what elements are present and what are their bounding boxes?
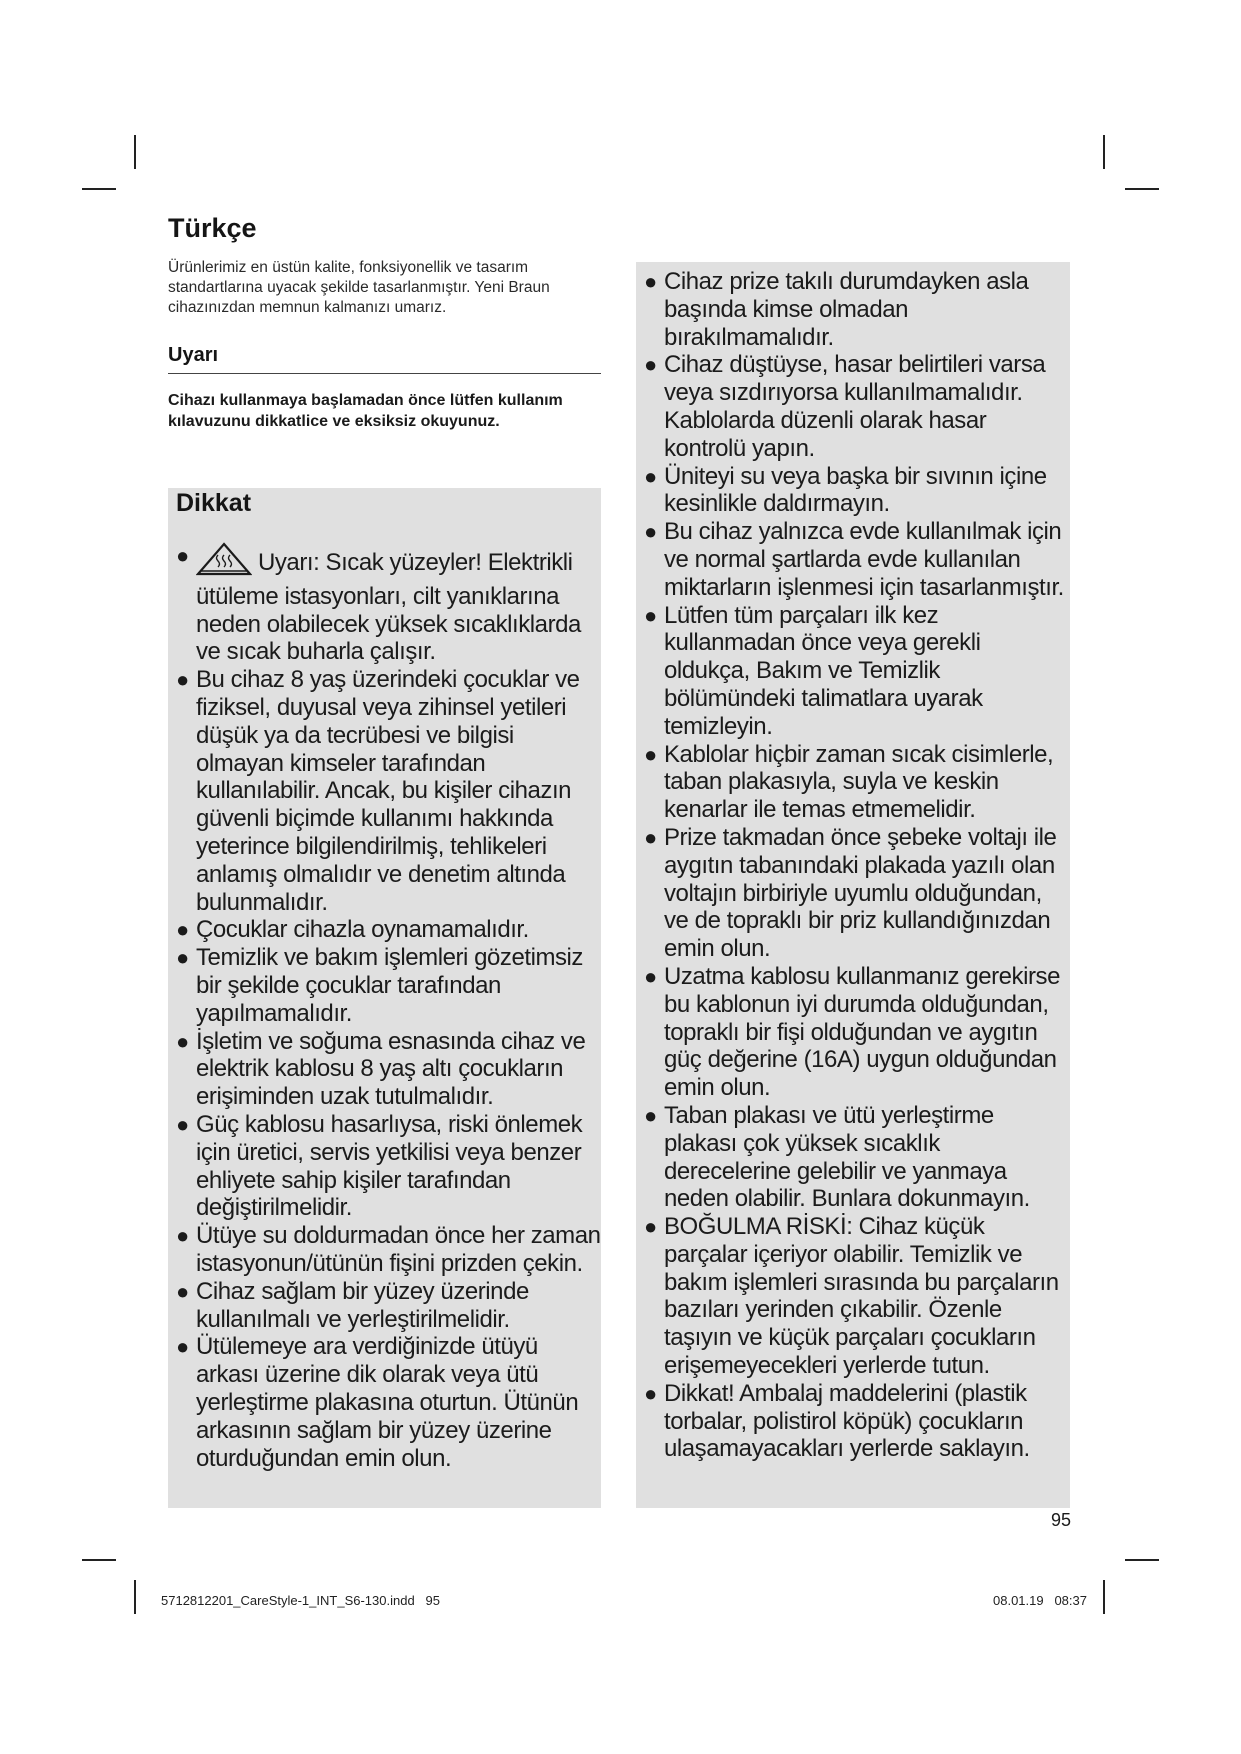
list-item: ● İşletim ve soğuma esnasında cihaz ve elektrik kablosu 8 yaş altı çocukların erişiminden uzak tutulmalıdır. xyxy=(176,1027,586,1111)
list-item: ● Lütfen tüm parçaları ilk kez kullanmadan önce veya gerekli oldukça, Bakım ve Temizlik bölümündeki talimatlara uyarak temizleyin. xyxy=(644,601,983,740)
crop-mark xyxy=(82,1559,116,1561)
list-item: ● Temizlik ve bakım işlemleri gözetimsiz bir şekilde çocuklar tarafından yapılmamalıdır. xyxy=(176,944,583,1027)
list-item: ● Ütülemeye ara verdiğinizde ütüyü arkası üzerine dik olarak veya ütü yerleştirme plakasına oturtun. Ütünün arkasının sağlam bir yüzey üzerine oturduğundan emin olun. xyxy=(176,1333,579,1472)
crop-mark xyxy=(1125,188,1159,190)
list-item: ● Çocuklar cihazla oynamamalıdır. xyxy=(176,916,529,944)
list-item: ● Taban plakası ve ütü yerleştirme plakası çok yüksek sıcaklık derecelerine gelebilir ve yanmaya neden olabilir. Bunlara dokunmayın. xyxy=(644,1101,1030,1213)
crop-mark xyxy=(134,135,136,169)
caution-box-right xyxy=(636,262,1070,1508)
crop-mark xyxy=(82,188,116,190)
section-title: Türkçe xyxy=(168,213,257,243)
caution-list-left xyxy=(168,542,601,1472)
crop-mark xyxy=(1125,1559,1159,1561)
list-item: ● Uyarı: Sıcak yüzeyler! Elektrikli ütüleme istasyonları, cilt yanıklarına neden olabilecek yüksek sıcaklıklarda ve sıcak buharla çalışır. xyxy=(176,543,581,666)
footer-timestamp: 08.01.19 08:37 xyxy=(993,1593,1087,1608)
footer-file: 5712812201_CareStyle-1_INT_S6-130.indd 95 xyxy=(161,1593,440,1608)
list-item: ● Bu cihaz yalnızca evde kullanılmak için ve normal şartlarda evde kullanılan miktarların işlenmesi için tasarlanmıştır. xyxy=(644,518,1064,601)
warning-heading: Uyarı xyxy=(168,344,601,374)
caution-box-left xyxy=(168,488,601,1508)
list-item: ● Dikkat! Ambalaj maddelerini (plastik torbalar, polistirol köpük) çocukların ulaşamayacakları yerlerde saklayın. xyxy=(644,1379,1030,1463)
list-item: ● Kablolar hiçbir zaman sıcak cisimlerle, taban plakasıyla, suyla ve keskin kenarlar ile temas etmemelidir. xyxy=(644,740,1054,824)
list-item: ● Cihaz prize takılı durumdayken asla başında kimse olmadan bırakılmamalıdır. xyxy=(644,268,1029,351)
crop-mark xyxy=(134,1580,136,1614)
hot-surface-warning-icon xyxy=(196,542,252,583)
list-item: ● Cihaz sağlam bir yüzey üzerinde kullanılmalı ve yerleştirilmelidir. xyxy=(176,1277,529,1333)
list-item: ● Cihaz düştüyse, hasar belirtileri varsa veya sızdırıyorsa kullanılmamalıdır. Kablolarda düzenli olarak hasar kontrolü yapın. xyxy=(644,351,1046,462)
list-item: ● Prize takmadan önce şebeke voltajı ile aygıtın tabanındaki plakada yazılı olan voltajın birbiriyle uyumlu olduğundan, ve de topraklı bir priz kullandığınızdan emin olun. xyxy=(644,823,1057,963)
caution-list-right xyxy=(636,268,1070,1463)
list-item: ● Bu cihaz 8 yaş üzerindeki çocuklar ve fiziksel, duyusal veya zihinsel yetileri düşük ya da tecrübesi ve bilgisi olmayan kimseler tarafından kullanılabilir. Ancak, bu kişiler cihazın güvenli biçimde kullanımı hakkında yeterince bilgilendirilmiş, tehlikeleri anlamış olmalıdır ve denetim altında bulunmalıdır. xyxy=(176,666,580,916)
warning-text: Cihazı kullanmaya başlamadan önce lütfen kullanım kılavuzunu dikkatlice ve eksiksiz okuyunuz. xyxy=(168,392,563,430)
page-number: 95 xyxy=(1050,1510,1071,1530)
list-item: ● Uzatma kablosu kullanmanız gerekirse bu kablonun iyi durumda olduğundan, topraklı bir fişi olduğundan ve aygıtın güç değerine (16A) uygun olduğundan emin olun. xyxy=(644,962,1060,1102)
list-item: ● BOĞULMA RİSKİ: Cihaz küçük parçalar içeriyor olabilir. Temizlik ve bakım işlemleri sırasında bu parçaların bazıları yerinden çıkabilir. Özenle taşıyın ve küçük parçaları çocukların erişemeyecekleri yerlerde tutun. xyxy=(644,1213,1059,1380)
crop-mark xyxy=(1103,135,1105,169)
list-item: ● Üniteyi su veya başka bir sıvının içine kesinlikle daldırmayın. xyxy=(644,462,1047,518)
list-item: ● Ütüye su doldurmadan önce her zaman istasyonun/ütünün fişini prizden çekin. xyxy=(176,1222,601,1277)
intro-text: Ürünlerimiz en üstün kalite, fonksiyonellik ve tasarım standartlarına uyacak şekilde tasarlanmıştır. Yeni Braun cihazınızdan memnun kalmanızı umarız. xyxy=(168,259,550,316)
list-item: ● Güç kablosu hasarlıysa, riski önlemek için üretici, servis yetkilisi veya benzer ehliyete sahip kişiler tarafından değiştirilmelidir. xyxy=(176,1110,583,1222)
crop-mark xyxy=(1103,1580,1105,1614)
caution-heading: Dikkat xyxy=(176,489,252,517)
